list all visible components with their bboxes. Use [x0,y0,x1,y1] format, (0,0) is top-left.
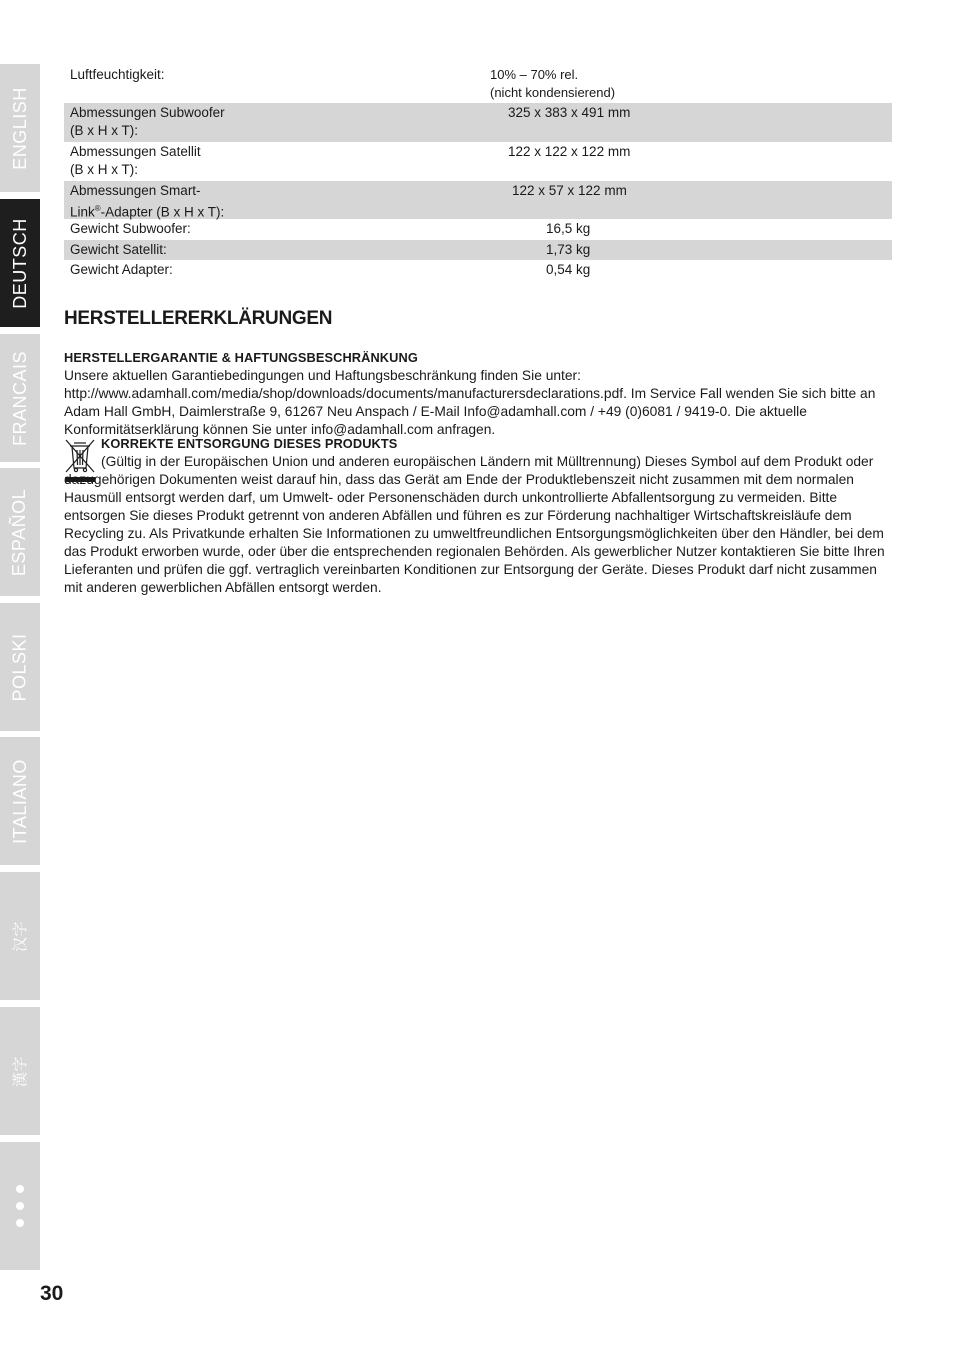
tab-chinese-traditional-label: 漢字 [11,1055,30,1087]
tab-italiano-label: ITALIANO [9,758,30,844]
spec-row-satellite-dimensions [64,142,892,181]
spec-table [64,64,892,280]
tab-deutsch[interactable] [0,199,40,327]
registered-mark: ® [94,204,101,213]
spec-label: Abmessungen Subwoofer (B x H x T): [70,105,225,138]
tab-more[interactable] [0,1142,40,1270]
tab-francais[interactable] [0,334,40,462]
tab-italiano[interactable] [0,737,40,865]
spec-label: Luftfeuchtigkeit: [70,67,165,82]
section-title: HERSTELLERERKLÄRUNGEN [64,308,333,329]
spec-label: Gewicht Adapter: [70,262,173,277]
spec-row-subwoofer-dimensions [64,103,892,142]
spec-label-part: -Adapter (B x H x T): [100,204,225,220]
spec-label: Gewicht Satellit: [70,242,167,257]
warranty-block [64,349,890,439]
tab-espanol[interactable] [0,468,40,596]
spec-row-adapter-weight [64,260,892,280]
more-dots-icon [16,1185,24,1227]
tab-chinese-simplified-label: 汉字 [11,920,30,952]
spec-row-humidity [64,64,892,103]
spec-label: Abmessungen Satellit (B x H x T): [70,144,201,177]
spec-value: 0,54 kg [546,262,591,277]
spec-value: 16,5 kg [546,221,591,236]
disposal-heading: KORREKTE ENTSORGUNG DIESES PRODUKTS [101,436,398,451]
warranty-text: Unsere aktuellen Garantiebedingungen und Haftungsbeschränkung finden Sie unter: http://www.adamhall.com/media/shop/downloads/documents/manufacturersdeclarations.pdf. Im Service Fall wenden Sie sich bitte an Adam Hall GmbH, Daimlerstraße 9, 61267 Neu Anspach / E-Mail Info@adamhall.com / +49 (0)6081 / 9419-0. Die aktuelle Konformitätserklärung können Sie unter info@adamhall.com anfragen. [64,368,876,437]
spec-value: 325 x 383 x 491 mm [508,105,631,120]
tab-english[interactable] [0,64,40,192]
spec-value: 122 x 57 x 122 mm [512,183,627,198]
spec-value: 122 x 122 x 122 mm [508,144,631,159]
tab-polski-label: POLSKI [9,632,30,702]
tab-francais-label: FRANCAIS [9,350,30,446]
tab-chinese-simplified[interactable] [0,872,40,1000]
spec-row-satellite-weight [64,240,892,260]
tab-english-label: ENGLISH [9,86,30,170]
tab-polski[interactable] [0,603,40,731]
tab-deutsch-label: DEUTSCH [9,217,30,309]
spec-row-subwoofer-weight [64,219,892,240]
disposal-block [64,435,890,597]
spec-label [70,182,224,222]
page-number: 30 [40,1282,64,1305]
spec-label: Gewicht Subwoofer: [70,221,191,236]
spec-row-adapter-dimensions [64,181,892,219]
spec-label-part: Abmessungen Smart- Link [70,183,201,220]
disposal-text: (Gültig in der Europäischen Union und anderen europäischen Ländern mit Mülltrennung) Dieses Symbol auf dem Produkt oder dazugehörigen Dokumenten weist darauf hin, dass das Gerät am Ende der Produktlebenszeit nicht zusammen mit dem normalen Hausmüll entsorgt werden darf, um Umwelt- oder Personenschäden durch unkontrollierte Abfallentsorgung zu vermeiden. Bitte entsorgen Sie dieses Produkt getrennt von anderen Abfällen und führen es zur Förderung nachhaltiger Wirtschaftskreisläufe dem Recycling zu. Als Privatkunde erhalten Sie Informationen zu umweltfreundlichen Entsorgungsmöglichkeiten über den Händler, bei dem das Produkt erworben wurde, oder über die entsprechenden regionalen Behörden. Als gewerblicher Nutzer kontaktieren Sie bitte Ihren Lieferanten und prüfen die ggf. vertraglich vereinbarten Konditionen zur Entsorgung der Geräte. Dieses Produkt darf nicht zusammen mit anderen gewerblichen Abfällen entsorgt werden. [64,454,885,595]
warranty-heading: HERSTELLERGARANTIE & HAFTUNGSBESCHRÄNKUNG [64,350,418,365]
spec-value: 10% – 70% rel. (nicht kondensierend) [490,67,616,100]
tab-espanol-label: ESPAÑOL [9,488,30,576]
tab-chinese-traditional[interactable] [0,1007,40,1135]
spec-value: 1,73 kg [546,242,591,257]
